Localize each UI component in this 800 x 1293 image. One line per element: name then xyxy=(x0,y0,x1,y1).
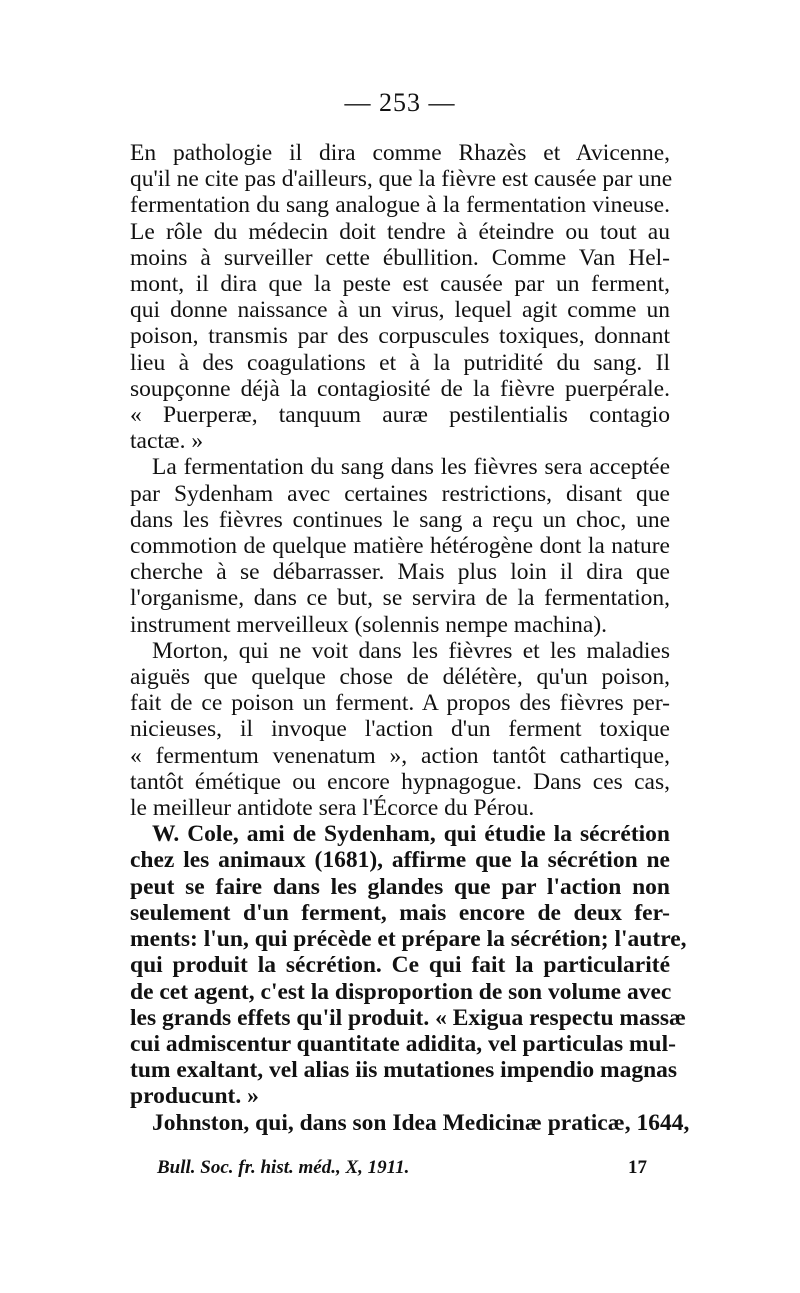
signature-mark: 17 xyxy=(628,1157,647,1178)
text-line: En pathologie il dira comme Rhazès et Avicenne, xyxy=(130,140,670,166)
text-line: Le rôle du médecin doit tendre à éteindre ou tout au xyxy=(130,218,670,245)
page-footer xyxy=(157,1157,647,1179)
text-line: tum exaltant, vel alias iis mutationes impendio magnas xyxy=(130,1057,678,1084)
text-line: poison, transmis par des corpuscules toxiques, donnant xyxy=(130,323,670,350)
text-line: lieu à des coagulations et à la putridité du sang. Il xyxy=(130,349,670,376)
body-text xyxy=(130,140,690,1136)
text-line: cherche à se débarrasser. Mais plus loin il dira que xyxy=(130,559,670,586)
text-line: ments: l'un, qui précède et prépare la sécrétion; l'autre, xyxy=(130,926,687,953)
text-line: seulement d'un ferment, mais encore de deux fer- xyxy=(130,899,670,926)
text-line: qu'il ne cite pas d'ailleurs, que la fièvre est causée par une xyxy=(130,166,673,193)
text-line: « fermentum venenatum », action tantôt cathartique, xyxy=(130,742,670,769)
text-line: soupçonne déjà la contagiosité de la fièvre puerpérale. xyxy=(130,375,670,402)
text-line: « Puerperæ, tanquum auræ pestilentialis contagio xyxy=(130,402,670,429)
text-line: qui produit la sécrétion. Ce qui fait la particularité xyxy=(130,952,670,979)
footer-citation: Bull. Soc. fr. hist. méd., X, 1911. xyxy=(157,1157,410,1178)
text-line: fermentation du sang analogue à la fermentation vineuse. xyxy=(130,192,670,219)
text-line: chez les animaux (1681), affirme que la sécrétion ne xyxy=(130,847,670,874)
text-line: aiguës que quelque chose de délétère, qu'un poison, xyxy=(130,664,670,691)
text-line: La fermentation du sang dans les fièvres sera acceptée xyxy=(152,454,670,481)
bold-section xyxy=(130,821,690,1136)
text-line: cui admiscentur quantitate adidita, vel particulas mul- xyxy=(130,1030,676,1057)
text-line: qui donne naissance à un virus, lequel agit comme un xyxy=(130,297,670,324)
text-line: les grands effets qu'il produit. « Exigua respectu massæ xyxy=(130,1004,686,1031)
page-number: — 253 — xyxy=(344,88,456,117)
text-line: moins à surveiller cette ébullition. Comme Van Hel- xyxy=(130,244,670,271)
text-line: le meilleur antidote sera l'Écorce du Pérou. xyxy=(130,795,535,822)
text-line: commotion de quelque matière hétérogène dont la nature xyxy=(130,533,670,560)
text-line: tactæ. » xyxy=(130,428,204,455)
text-line: nicieuses, il invoque l'action d'un ferment toxique xyxy=(130,716,670,743)
text-line: producunt. » xyxy=(130,1083,259,1110)
text-line: fait de ce poison un ferment. A propos des fièvres per- xyxy=(130,690,670,717)
text-line: instrument merveilleux (solennis nempe machina). xyxy=(130,611,608,638)
text-line: Morton, qui ne voit dans les fièvres et les maladies xyxy=(152,637,670,664)
text-line: peut se faire dans les glandes que par l'action non xyxy=(130,873,670,900)
text-line: mont, il dira que la peste est causée par un ferment, xyxy=(130,271,670,298)
text-line: dans les fièvres continues le sang a reçu un choc, une xyxy=(130,506,670,533)
text-line: l'organisme, dans ce but, se servira de la fermentation, xyxy=(130,585,670,612)
text-line: de cet agent, c'est la disproportion de son volume avec xyxy=(130,978,672,1005)
text-line: W. Cole, ami de Sydenham, qui étudie la sécrétion xyxy=(152,821,670,848)
text-line: par Sydenham avec certaines restrictions, disant que xyxy=(130,480,670,507)
text-line: tantôt émétique ou encore hypnagogue. Dans ces cas, xyxy=(130,768,670,795)
text-line: Johnston, qui, dans son Idea Medicinæ praticæ, 1644, xyxy=(152,1109,690,1136)
